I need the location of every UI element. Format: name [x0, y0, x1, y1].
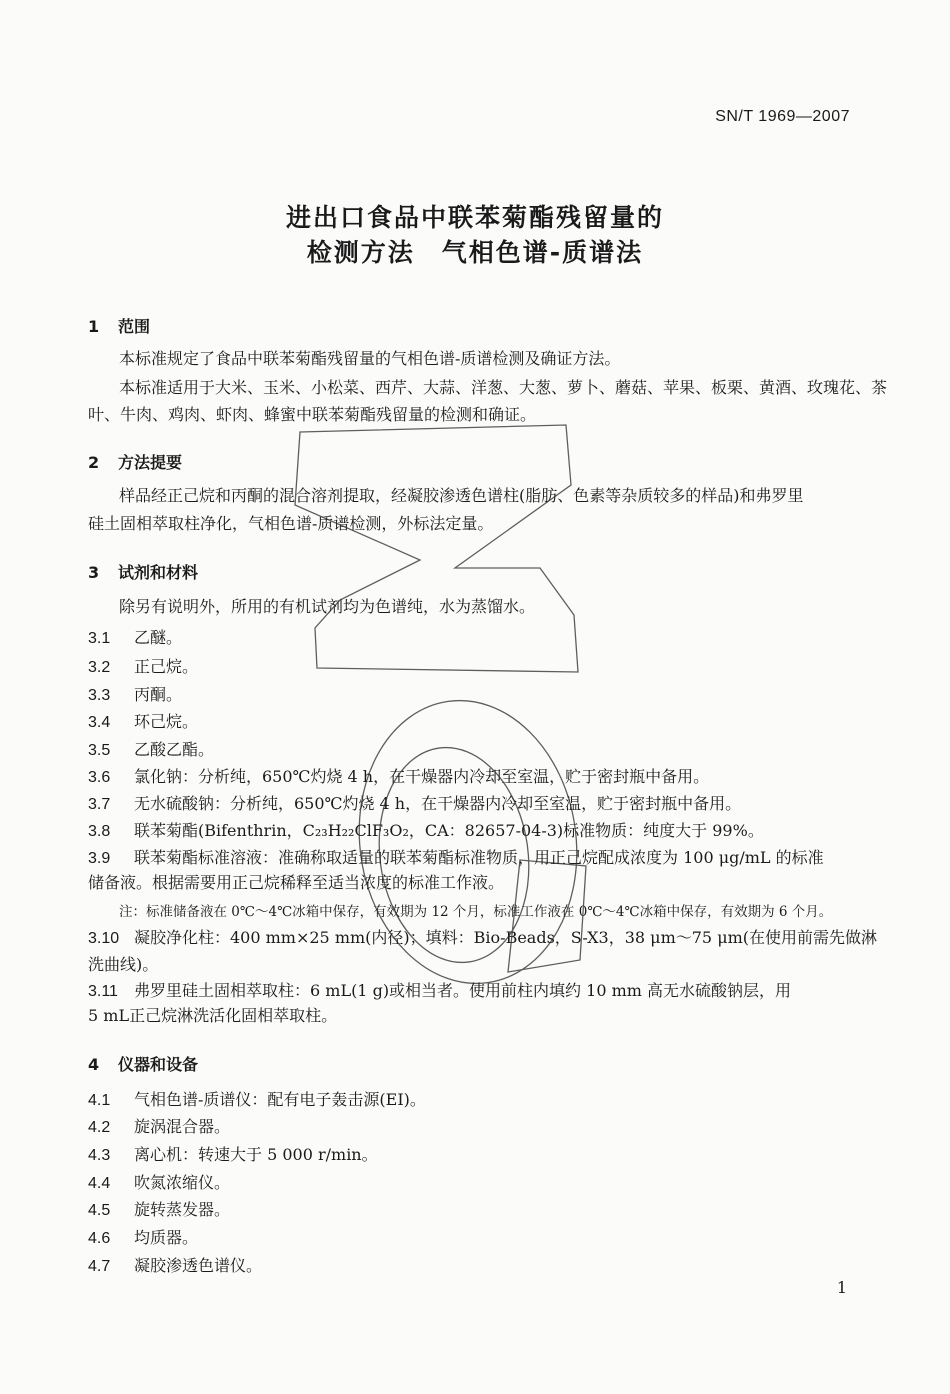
section-title: 范围 — [118, 317, 151, 336]
clause-item: 3.9 联苯菊酯标准溶液：准确称取适量的联苯菊酯标准物质，用正己烷配成浓度为 100 μg/mL 的标准 — [88, 848, 824, 867]
section-heading-principle — [88, 450, 182, 473]
paragraph-continuation: 叶、牛肉、鸡肉、虾肉、蜂蜜中联苯菊酯残留量的检测和确证。 — [88, 405, 537, 424]
clause-item: 4.1 气相色谱-质谱仪：配有电子轰击源(EI)。 — [88, 1090, 426, 1109]
clause-item: 4.5 旋转蒸发器。 — [88, 1200, 231, 1219]
section-title: 方法提要 — [118, 453, 183, 472]
section-heading-reagents — [88, 560, 198, 583]
section-number: 2 — [88, 453, 100, 472]
clause-continuation: 储备液。根据需要用正己烷稀释至适当浓度的标准工作液。 — [88, 873, 505, 892]
scan-artifact-digit-two — [295, 425, 578, 672]
section-title: 仪器和设备 — [118, 1055, 199, 1074]
clause-item: 4.7 凝胶渗透色谱仪。 — [88, 1256, 263, 1275]
note: 注：标准储备液在 0℃～4℃冰箱中保存，有效期为 12 个月，标准工作液在 0℃～4℃冰箱中保存，有效期为 6 个月。 — [119, 904, 833, 920]
clause-item: 4.3 离心机：转速大于 5 000 r/min。 — [88, 1145, 378, 1164]
clause-continuation: 洗曲线)。 — [88, 955, 159, 974]
standard-number: SN/T 1969—2007 — [715, 108, 850, 125]
paragraph: 本标准适用于大米、玉米、小松菜、西芹、大蒜、洋葱、大葱、萝卜、蘑菇、苹果、板栗、黄酒、玫瑰花、茶 — [119, 378, 888, 397]
section-number: 3 — [88, 563, 100, 582]
paragraph: 除另有说明外，所用的有机试剂均为色谱纯，水为蒸馏水。 — [119, 597, 536, 616]
clause-item: 3.10 凝胶净化柱：400 mm×25 mm(内径)；填料：Bio-Beads，S-X3，38 μm～75 μm(在使用前需先做淋 — [88, 928, 878, 947]
scan-artifact-digit-zero-outer — [341, 686, 594, 997]
section-number: 4 — [88, 1055, 100, 1074]
clause-item: 3.8 联苯菊酯(Bifenthrin，C₂₃H₂₂ClF₃O₂，CA：82657-04-3)标准物质：纯度大于 99%。 — [88, 821, 764, 840]
clause-item: 4.2 旋涡混合器。 — [88, 1117, 231, 1136]
clause-item: 3.5 乙酸乙酯。 — [88, 740, 215, 759]
clause-item: 3.6 氯化钠：分析纯，650℃灼烧 4 h，在干燥器内冷却至室温，贮于密封瓶中备用。 — [88, 767, 710, 786]
paragraph: 本标准规定了食品中联苯菊酯残留量的气相色谱-质谱检测及确证方法。 — [119, 349, 621, 368]
clause-item: 3.7 无水硫酸钠：分析纯，650℃灼烧 4 h，在干燥器内冷却至室温，贮于密封瓶中备用。 — [88, 794, 742, 813]
section-number: 1 — [88, 317, 100, 336]
document-title-line-2: 检测方法 气相色谱-质谱法 — [306, 238, 644, 267]
clause-item: 3.3 丙酮。 — [88, 685, 183, 704]
clause-continuation: 5 mL正己烷淋洗活化固相萃取柱。 — [88, 1006, 338, 1025]
section-heading-apparatus — [88, 1052, 198, 1075]
page-number: 1 — [836, 1278, 847, 1297]
section-heading-scope — [88, 314, 150, 337]
paragraph-continuation: 硅土固相萃取柱净化，气相色谱-质谱检测，外标法定量。 — [88, 514, 494, 533]
clause-item: 4.4 吹氮浓缩仪。 — [88, 1173, 231, 1192]
clause-item: 3.1 乙醚。 — [88, 628, 183, 647]
paragraph: 样品经正己烷和丙酮的混合溶剂提取，经凝胶渗透色谱柱(脂肪、色素等杂质较多的样品)和弗罗里 — [119, 486, 804, 505]
clause-item: 3.4 环己烷。 — [88, 712, 199, 731]
clause-item: 3.2 正己烷。 — [88, 657, 199, 676]
clause-item: 3.11 弗罗里硅土固相萃取柱：6 mL(1 g)或相当者。使用前柱内填约 10 mm 高无水硫酸钠层，用 — [88, 981, 792, 1000]
clause-item: 4.6 均质器。 — [88, 1228, 199, 1247]
document-title-line-1: 进出口食品中联苯菊酯残留量的 — [285, 203, 664, 232]
section-title: 试剂和材料 — [118, 563, 199, 582]
